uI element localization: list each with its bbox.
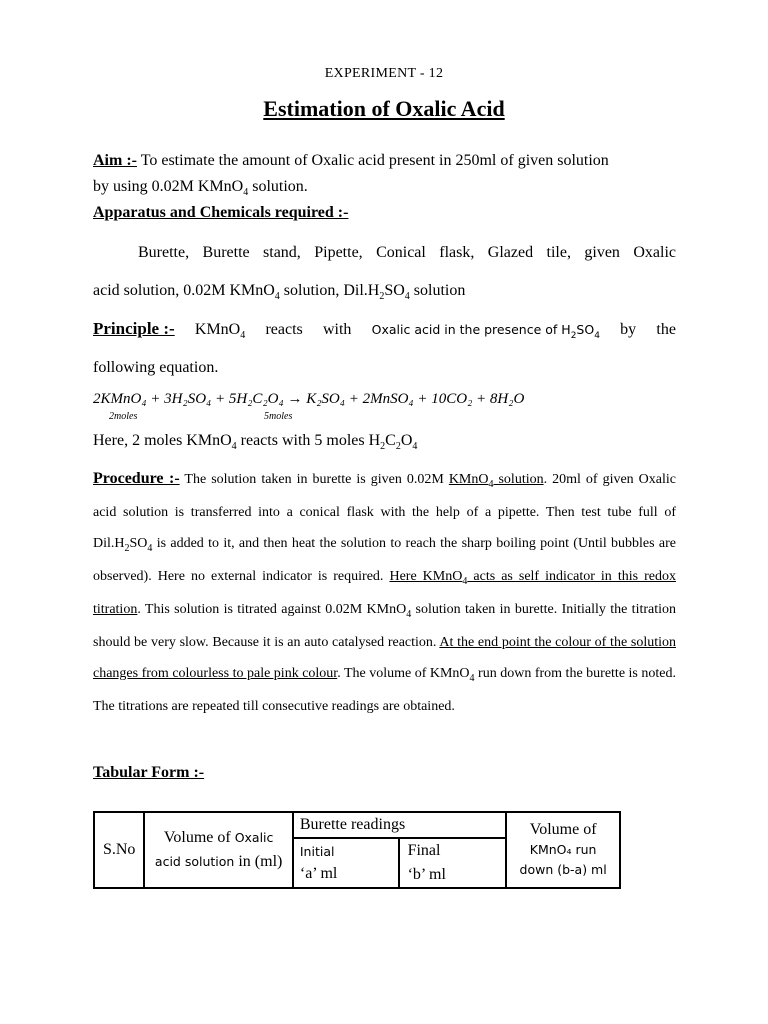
proc-p3u-a: Here KMnO	[389, 569, 463, 585]
principle-t5: SO	[576, 322, 595, 337]
apparatus-sub-3: 4	[404, 291, 410, 302]
aim-label: Aim :-	[93, 152, 137, 169]
moles-label-kmno4: 2moles	[109, 411, 138, 422]
apparatus-text-b: solution, Dil.H	[279, 282, 380, 299]
reaction-equation: 2KMnO₄ + 3H₂SO₄ + 5H₂C₂O₄ → K₂SO₄ + 2MnSO₄ + 10CO₂ + 8H₂O	[93, 391, 525, 407]
proc-p4: . This solution is titrated against 0.02M KMnO	[137, 601, 407, 617]
principle-s2: 2	[570, 331, 577, 341]
principle-t3: with	[322, 321, 352, 338]
apparatus-line-2	[93, 278, 676, 306]
principle-t1: KMnO	[194, 321, 241, 338]
principle-s1: 4	[240, 330, 246, 341]
principle-presence	[372, 317, 600, 345]
col-initial-b: ‘a’ ml	[299, 865, 338, 882]
aim-line-1	[93, 148, 676, 174]
aim-text-1: To estimate the amount of Oxalic acid present in 250ml of given solution	[136, 152, 609, 169]
proc-p7: run down from the burette is noted. The titrations are repeated till consecutive readings are obtained.	[93, 666, 676, 714]
apparatus-heading: Apparatus and Chemicals required :-	[93, 204, 349, 221]
col-vol-line-2	[145, 850, 291, 874]
apparatus-sub-1: 4	[274, 291, 280, 302]
proc-p3: is added to it, and then heat the solution to reach the sharp boiling point (Until bubbles are observed). Here no external indicator is required.	[93, 536, 676, 585]
principle-t7: the	[656, 321, 676, 338]
proc-p6-sub: 4	[469, 673, 475, 685]
col-kmno4-c: down (b-a) ml	[519, 862, 607, 877]
page-title	[0, 96, 768, 122]
col-vol-d: in (ml)	[234, 853, 283, 870]
procedure-label: Procedure :-	[93, 470, 180, 487]
principle-s3: 4	[594, 331, 600, 341]
apparatus-text-c: SO	[384, 282, 405, 299]
principle-note	[93, 428, 676, 456]
col-volume-kmno4	[506, 812, 620, 888]
note-s3: 2	[395, 441, 401, 452]
note-c: C	[385, 432, 396, 449]
proc-p2-sub1: 2	[124, 543, 130, 555]
readings-table	[93, 811, 621, 889]
principle-t4: Oxalic acid in the presence of H	[371, 322, 571, 337]
note-b: reacts with 5 moles H	[236, 432, 381, 449]
principle-line-2: following equation.	[93, 359, 219, 376]
aim-section	[93, 148, 676, 202]
moles-label-oxalic: 5moles	[264, 411, 293, 422]
proc-p2-b: SO	[129, 536, 148, 552]
col-kmno4-b: KMnO₄ run	[529, 842, 597, 857]
col-vol-b: Oxalic	[234, 830, 274, 845]
proc-endpoint-underlined: At the end point the colour of the solution changes from colourless to pale pink colour	[93, 634, 676, 682]
col-final-b: ‘b’ ml	[407, 866, 446, 883]
apparatus-text-d: solution	[409, 282, 466, 299]
apparatus-line-1: Burette, Burette stand, Pipette, Conical flask, Glazed tile, given Oxalic	[138, 244, 676, 261]
note-a: Here, 2 moles KMnO	[93, 432, 232, 449]
note-s4: 4	[412, 441, 418, 452]
proc-p5: solution taken in burette. Initially the titration should be very slow. Because it is an auto catalysed reaction.	[93, 601, 676, 650]
proc-p3u-b: acts as self indicator in this redox titration	[93, 569, 676, 617]
apparatus-sub-2: 2	[379, 291, 385, 302]
experiment-number: EXPERIMENT - 12	[324, 66, 444, 81]
col-sno: S.No	[94, 812, 144, 888]
note-d: O	[400, 432, 413, 449]
col-initial	[293, 838, 399, 888]
proc-p3u-sub: 4	[462, 576, 468, 588]
aim-text-2: by using 0.02M KMnO	[93, 178, 244, 195]
col-vol-a: Volume of	[163, 829, 235, 846]
col-final-a: Final	[407, 842, 441, 859]
proc-p4-sub: 4	[406, 608, 412, 620]
proc-p2-sub2: 4	[147, 543, 153, 555]
col-vol-c: acid solution	[154, 854, 235, 869]
proc-p2: . 20ml of given Oxalic acid solution is transferred into a conical flask with the help of a pipette. Then test tube full of Dil.H	[93, 472, 676, 552]
aim-sub: 4	[243, 187, 249, 198]
procedure-paragraph	[93, 463, 676, 723]
principle-kmno4	[195, 317, 245, 345]
note-s2: 2	[380, 441, 386, 452]
page-title-text: Estimation of Oxalic Acid	[263, 96, 505, 121]
col-vol-line-1	[145, 826, 291, 850]
apparatus-text-a: acid solution, 0.02M KMnO	[93, 282, 275, 299]
proc-p6: . The volume of KMnO	[337, 666, 470, 682]
principle-t6: by	[620, 321, 637, 338]
note-s1: 4	[231, 441, 237, 452]
proc-p1u-a: KMnO	[448, 472, 489, 487]
proc-p1u-b: solution	[493, 472, 544, 487]
proc-kmno4-underlined	[448, 472, 544, 490]
col-kmno4-a: Volume of	[529, 821, 597, 838]
principle-t2: reacts	[265, 321, 303, 338]
col-initial-a: Initial	[299, 844, 335, 859]
aim-line-2	[93, 174, 676, 202]
tabular-heading: Tabular Form :-	[93, 764, 205, 781]
principle-line-1	[93, 316, 676, 345]
col-final	[399, 838, 507, 888]
proc-p1u-sub: 4	[488, 479, 494, 490]
col-volume-oxalic	[144, 812, 292, 888]
proc-p1: The solution taken in burette is given 0.02M	[179, 472, 449, 487]
col-burette-readings: Burette readings	[293, 812, 506, 838]
principle-label: Principle :-	[93, 319, 175, 338]
aim-text-3: solution.	[248, 178, 308, 195]
